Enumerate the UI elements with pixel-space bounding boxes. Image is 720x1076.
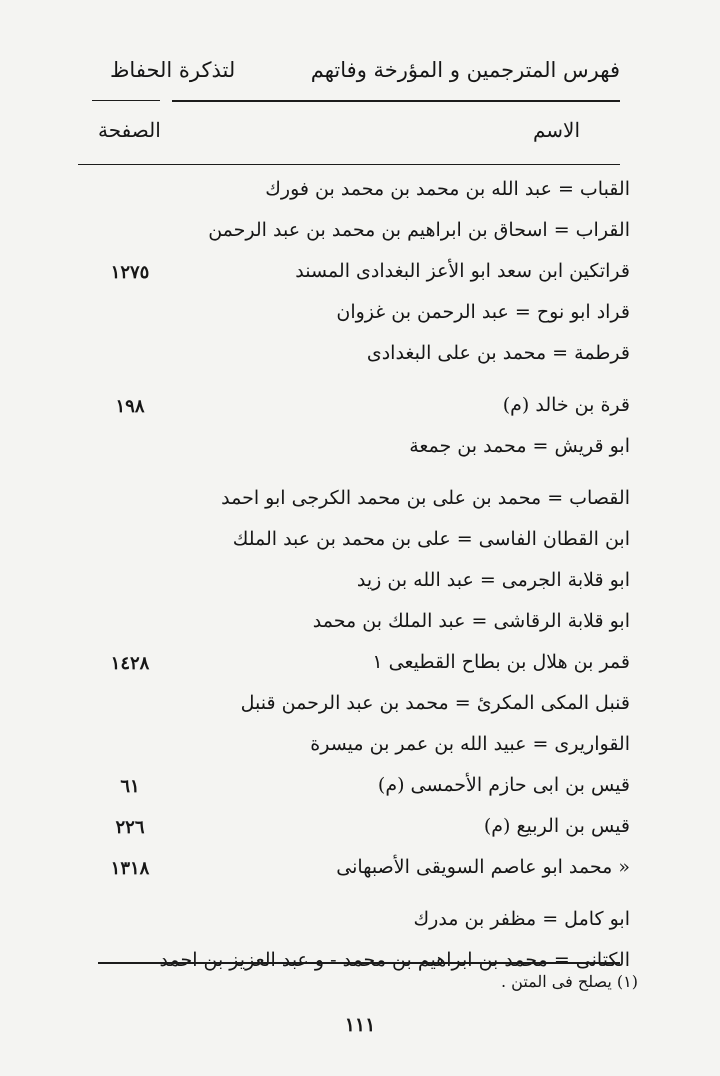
entry-name: ابن القطان الفاسى = على بن محمد بن عبد الملك [232, 528, 630, 550]
entry-name: ابو قريش = محمد بن جمعة [409, 435, 630, 457]
entry-name: ابو كامل = مظفر بن مدرك [413, 908, 630, 930]
running-header-title: فهرس المترجمين و المؤرخة وفاتهم [310, 58, 620, 82]
entry-page: ١٢٧٥ [110, 262, 150, 283]
entry-name: القواريرى = عبيد الله بن عمر بن ميسرة [310, 733, 630, 755]
entry-page: ٦١ [120, 776, 140, 797]
index-entry [0, 427, 720, 468]
entry-name: قراد ابو نوح = عبد الرحمن بن غزوان [336, 301, 630, 323]
entry-name: قيس بن ابى حازم الأحمسى (م) [377, 774, 630, 796]
running-header-book: لتذكرة الحفاظ [110, 58, 236, 82]
page-number: ١١١ [344, 1014, 376, 1036]
index-entry [0, 643, 720, 684]
index-entry [0, 293, 720, 334]
index-entry [0, 252, 720, 293]
entry-name: قيس بن الربيع (م) [483, 815, 630, 837]
entry-name: القباب = عبد الله بن محمد بن محمد بن فورك [265, 178, 630, 200]
entry-name: ابو قلابة الرقاشى = عبد الملك بن محمد [312, 610, 630, 632]
index-entry [0, 334, 720, 375]
header-rule [172, 100, 620, 102]
index-entry [0, 766, 720, 807]
entry-name: الكتانى = محمد بن ابراهيم بن محمد - و عبد العزيز بن احمد [159, 949, 630, 971]
footnote: (١) يصلح فى المتن . [500, 972, 638, 991]
entry-name: قرة بن خالد (م) [502, 394, 630, 416]
index-entry [0, 807, 720, 848]
index-entries [0, 170, 720, 982]
entry-name: القراب = اسحاق بن ابراهيم بن محمد بن عبد الرحمن [208, 219, 630, 241]
entry-name: القصاب = محمد بن على بن محمد الكرجى ابو احمد [221, 487, 630, 509]
column-header-name: الاسم [532, 118, 580, 142]
entry-page: ٢٢٦ [115, 817, 145, 838]
entry-name: قنبل المكى المكرئ = محمد بن عبد الرحمن قنبل [240, 692, 630, 714]
index-entry [0, 725, 720, 766]
index-entry [0, 479, 720, 520]
entry-page: ١٩٨ [115, 396, 145, 417]
header-rule-short [92, 100, 160, 101]
index-entry [0, 520, 720, 561]
column-header-rule [78, 164, 620, 165]
index-entry [0, 900, 720, 941]
index-entry [0, 848, 720, 889]
entry-name: قراتكين ابن سعد ابو الأعز البغدادى المسند [295, 260, 630, 282]
footnote-rule [98, 962, 620, 964]
entry-name: ابو قلابة الجرمى = عبد الله بن زيد [356, 569, 630, 591]
entry-name: قمر بن هلال بن بطاح القطيعى ١ [372, 651, 630, 673]
index-entry [0, 602, 720, 643]
entry-name: « محمد ابو عاصم السويقى الأصبهانى [336, 856, 630, 878]
index-entry [0, 561, 720, 602]
entry-name: قرطمة = محمد بن على البغدادى [366, 342, 630, 364]
column-header-page: الصفحة [98, 118, 161, 142]
index-entry [0, 386, 720, 427]
index-entry [0, 684, 720, 725]
index-entry [0, 211, 720, 252]
entry-page: ١٣١٨ [110, 858, 150, 879]
index-entry [0, 170, 720, 211]
entry-page: ١٤٢٨ [110, 653, 150, 674]
